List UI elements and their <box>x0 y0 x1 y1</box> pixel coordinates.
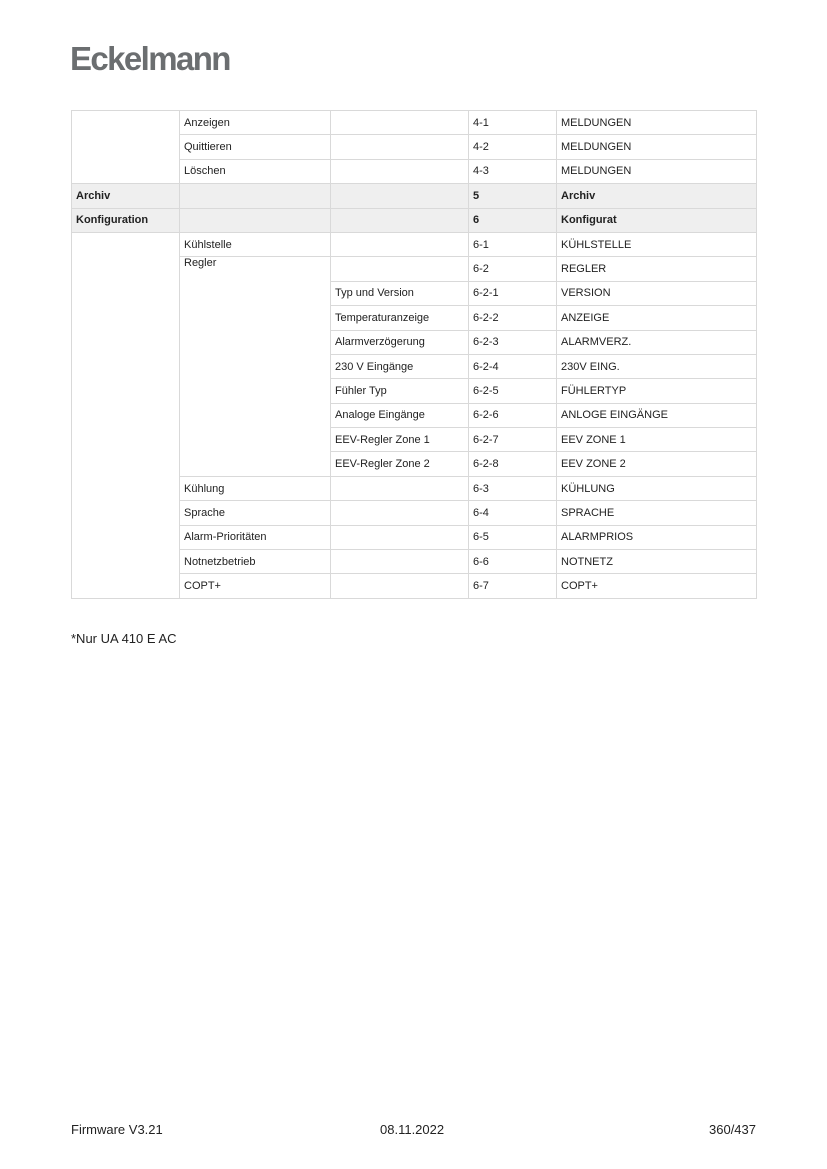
table-cell-menu-item: Quittieren <box>180 135 331 159</box>
table-row <box>72 232 757 256</box>
table-cell-submenu-item <box>331 501 469 525</box>
table-cell-menu-number: 4-3 <box>469 159 557 183</box>
table-cell-display-text: Archiv <box>557 184 757 208</box>
table-cell-menu-number: 6-2-5 <box>469 379 557 403</box>
table-cell-display-text: NOTNETZ <box>557 550 757 574</box>
table-cell-menu-number: 6-3 <box>469 476 557 500</box>
table-cell-submenu-item <box>331 574 469 598</box>
table-cell-menu-number: 6-5 <box>469 525 557 549</box>
table-section-row-konfiguration <box>72 208 757 232</box>
table-cell-display-text: KÜHLUNG <box>557 476 757 500</box>
table-cell-empty <box>331 184 469 208</box>
table-cell-menu-item: Kühlstelle <box>180 232 331 256</box>
table-cell-submenu-item <box>331 525 469 549</box>
table-cell-menu-number: 6 <box>469 208 557 232</box>
table-cell-submenu-item: Alarmverzögerung <box>331 330 469 354</box>
table-cell-menu-number: 6-2-2 <box>469 306 557 330</box>
table-cell-display-text: MELDUNGEN <box>557 135 757 159</box>
table-cell-display-text: ANZEIGE <box>557 306 757 330</box>
table-cell-submenu-item <box>331 257 469 281</box>
table-cell-submenu-item <box>331 476 469 500</box>
menu-structure-table <box>71 110 757 599</box>
table-cell-menu-item: Alarm-Prioritäten <box>180 525 331 549</box>
table-cell-display-text: ALARMVERZ. <box>557 330 757 354</box>
table-cell-display-text: REGLER <box>557 257 757 281</box>
table-cell-empty <box>72 111 180 184</box>
table-cell-menu-number: 6-2-1 <box>469 281 557 305</box>
table-cell-empty <box>72 232 180 598</box>
table-cell-submenu-item <box>331 232 469 256</box>
footer-firmware-version: Firmware V3.21 <box>71 1122 163 1137</box>
table-cell-menu-item: Notnetzbetrieb <box>180 550 331 574</box>
table-cell-submenu-item <box>331 550 469 574</box>
table-cell-submenu-item: 230 V Eingänge <box>331 354 469 378</box>
table-row <box>72 111 757 135</box>
table-cell-empty <box>331 208 469 232</box>
table-cell-menu-number: 6-2-3 <box>469 330 557 354</box>
footnote: *Nur UA 410 E AC <box>71 631 177 646</box>
table-cell-display-text: ALARMPRIOS <box>557 525 757 549</box>
table-cell-submenu-item: Fühler Typ <box>331 379 469 403</box>
table-cell-display-text: MELDUNGEN <box>557 159 757 183</box>
footer-date: 08.11.2022 <box>380 1122 445 1137</box>
table-cell-submenu-item: EEV-Regler Zone 1 <box>331 428 469 452</box>
table-cell-section-title: Archiv <box>72 184 180 208</box>
table-cell-menu-item: COPT+ <box>180 574 331 598</box>
table-cell-menu-number: 6-1 <box>469 232 557 256</box>
table-cell-display-text: KÜHLSTELLE <box>557 232 757 256</box>
table-cell-menu-item: Kühlung <box>180 476 331 500</box>
table-cell-menu-item: Löschen <box>180 159 331 183</box>
table-cell-submenu-item <box>331 111 469 135</box>
table-cell-display-text: 230V EING. <box>557 354 757 378</box>
table-cell-display-text: COPT+ <box>557 574 757 598</box>
table-cell-submenu-item: EEV-Regler Zone 2 <box>331 452 469 476</box>
table-cell-display-text: VERSION <box>557 281 757 305</box>
table-cell-display-text: FÜHLERTYP <box>557 379 757 403</box>
table-cell-menu-number: 6-7 <box>469 574 557 598</box>
table-cell-empty <box>180 184 331 208</box>
table-cell-menu-item: Sprache <box>180 501 331 525</box>
table-cell-submenu-item <box>331 135 469 159</box>
table-cell-menu-number: 6-2-8 <box>469 452 557 476</box>
table-cell-menu-number: 6-2-7 <box>469 428 557 452</box>
table-cell-menu-number: 6-6 <box>469 550 557 574</box>
table-cell-display-text: MELDUNGEN <box>557 111 757 135</box>
table-cell-menu-number: 5 <box>469 184 557 208</box>
table-section-row-archiv <box>72 184 757 208</box>
table-cell-section-title: Konfiguration <box>72 208 180 232</box>
table-cell-submenu-item: Temperaturanzeige <box>331 306 469 330</box>
table-cell-menu-number: 6-2-4 <box>469 354 557 378</box>
table-cell-menu-number: 6-2 <box>469 257 557 281</box>
table-cell-display-text: EEV ZONE 2 <box>557 452 757 476</box>
table-cell-menu-number: 6-4 <box>469 501 557 525</box>
footer-page-number: 360/437 <box>709 1122 756 1137</box>
table-cell-menu-number: 6-2-6 <box>469 403 557 427</box>
table-cell-display-text: SPRACHE <box>557 501 757 525</box>
table-cell-submenu-item: Analoge Eingänge <box>331 403 469 427</box>
table-cell-display-text: EEV ZONE 1 <box>557 428 757 452</box>
table-cell-empty <box>180 208 331 232</box>
table-cell-submenu-item <box>331 159 469 183</box>
table-cell-menu-number: 4-1 <box>469 111 557 135</box>
table-cell-menu-number: 4-2 <box>469 135 557 159</box>
eckelmann-logo: Eckelmann <box>70 40 230 77</box>
table-cell-display-text: ANLOGE EINGÄNGE <box>557 403 757 427</box>
table-cell-submenu-item: Typ und Version <box>331 281 469 305</box>
table-cell-display-text: Konfigurat <box>557 208 757 232</box>
table-cell-menu-item: Anzeigen <box>180 111 331 135</box>
table-cell-menu-item: Regler <box>180 257 331 477</box>
